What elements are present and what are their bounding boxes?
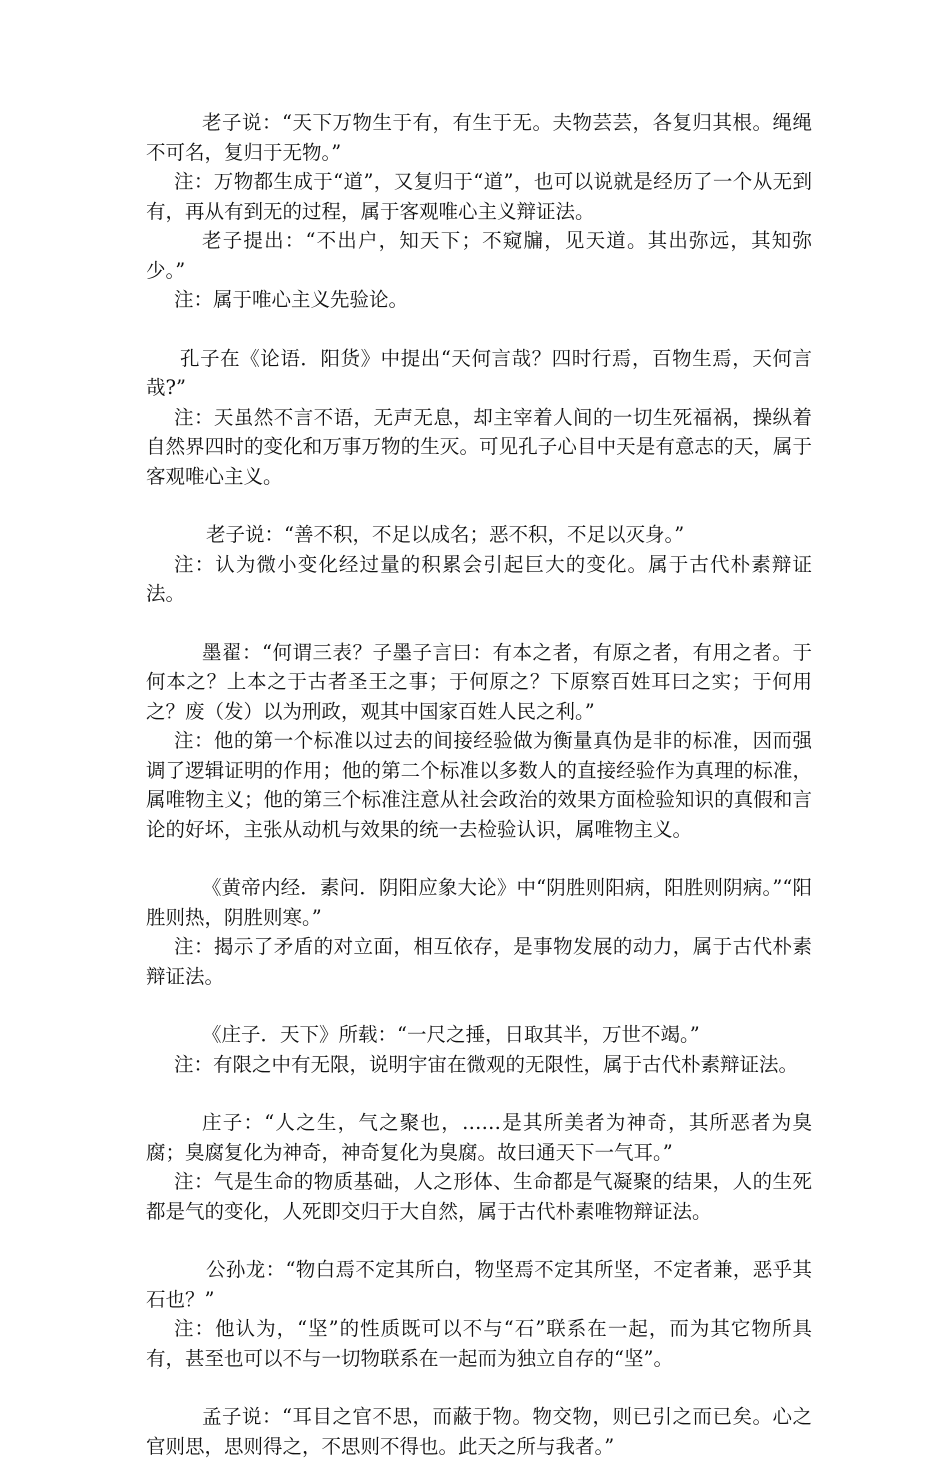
mencius-quote: 孟子说：“耳目之官不思，而蔽于物。物交物，则已引之而已矣。心之官则思，思则得之，不思则不得也。此天之所与我者。” [146,1405,812,1458]
huangdi-neijing-quote: 《黄帝内经．素问．阴阳应象大论》中“阴胜则阳病，阳胜则阴病。”“阳胜则热，阴胜则寒。” [146,876,812,929]
paragraph-gap [146,1079,812,1108]
laozi-quote-3: 老子说：“善不积，不足以成名；恶不积，不足以灭身。” [206,523,685,546]
laozi-quote-1: 老子说：“天下万物生于有，有生于无。夫物芸芸，各复归其根。绳绳不可名，复归于无物。” [146,111,812,164]
huangdi-neijing-note: 注：揭示了矛盾的对立面，相互依存，是事物发展的动力，属于古代朴素辩证法。 [146,935,812,988]
zhuangzi-tianxia-quote: 《庄子．天下》所载：“一尺之捶，日取其半，万世不竭。” [202,1023,700,1046]
paragraph-gap [146,491,812,520]
paragraph-gap [146,1226,812,1255]
paragraph-gap [146,315,812,344]
confucius-quote: 孔子在《论语．阳货》中提出“天何言哉？四时行焉，百物生焉，天何言哉?” [146,346,812,399]
laozi-note-2: 注：属于唯心主义先验论。 [174,288,409,311]
confucius-note: 注：天虽然不言不语，无声无息，却主宰着人间的一切生死福祸，操纵着自然界四时的变化和万事万物的生灭。可见孔子心目中天是有意志的天，属于客观唯心主义。 [146,405,812,488]
document-body [146,108,812,1461]
mozi-quote: 墨翟：“何谓三表？子墨子言曰：有本之者，有原之者，有用之者。于何本之？上本之于古者圣王之事；于何原之？下原察百姓耳曰之实；于何用之？废（发）以为刑政，观其中国家百姓人民之利。” [146,640,812,723]
paragraph-gap [146,609,812,638]
paragraph-gap [146,844,812,873]
paragraph-gap [146,1373,812,1402]
paragraph-gap [146,991,812,1020]
zhuangzi-tianxia-note: 注：有限之中有无限，说明宇宙在微观的无限性，属于古代朴素辩证法。 [174,1052,799,1076]
laozi-note-3: 注：认为微小变化经过量的积累会引起巨大的变化。属于古代朴素辩证法。 [146,552,812,605]
zhuangzi-qi-quote: 庄子：“人之生，气之聚也，……是其所美者为神奇，其所恶者为臭腐；臭腐复化为神奇，神奇复化为臭腐。故曰通天下一气耳。” [146,1111,812,1164]
gongsunlong-quote: 公孙龙：“物白焉不定其所白，物坚焉不定其所坚，不定者兼，恶乎其石也？” [146,1258,812,1311]
gongsunlong-note: 注：他认为，“坚”的性质既可以不与“石”联系在一起，而为其它物所具有，甚至也可以不与一切物联系在一起而为独立自存的“坚”。 [146,1317,812,1370]
laozi-note-1: 注：万物都生成于“道”，又复归于“道”，也可以说就是经历了一个从无到有，再从有到无的过程，属于客观唯心主义辩证法。 [146,170,812,223]
laozi-quote-2: 老子提出：“不出户，知天下；不窥牖，见天道。其出弥远，其知弥少。” [146,229,812,282]
zhuangzi-qi-note: 注：气是生命的物质基础，人之形体、生命都是气凝聚的结果，人的生死都是气的变化，人死即交归于大自然，属于古代朴素唯物辩证法。 [146,1170,812,1223]
mozi-note: 注：他的第一个标准以过去的间接经验做为衡量真伪是非的标准，因而强调了逻辑证明的作用；他的第二个标准以多数人的直接经验作为真理的标准，属唯物主义；他的第三个标准注意从社会政治的效果方面检验知识的真假和言论的好坏，主张从动机与效果的统一去检验认识，属唯物主义。 [146,729,812,841]
